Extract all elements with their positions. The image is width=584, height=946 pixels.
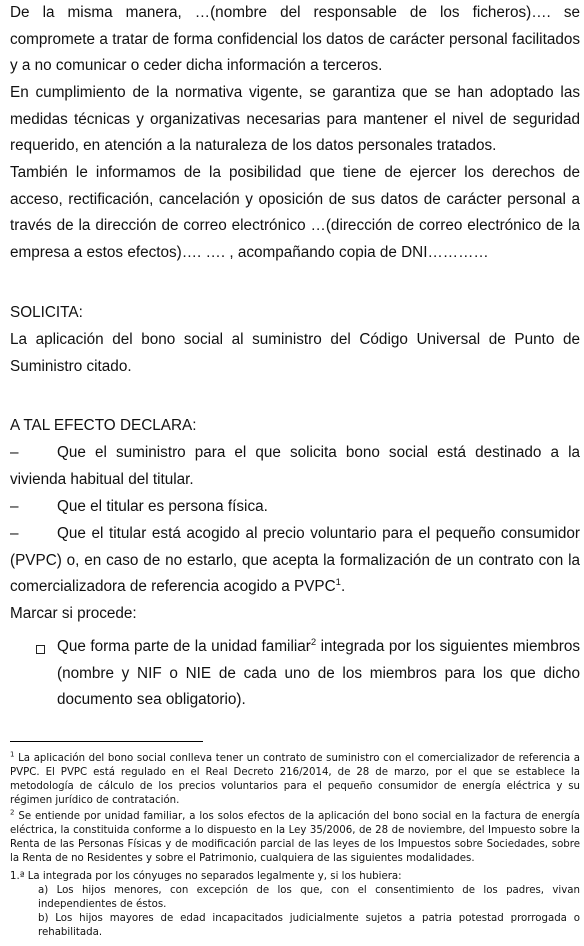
footnote-1-ref: 1 [10,750,15,759]
declaration-item-3-end: . [340,578,346,595]
declaration-item-2: Que el titular es persona física. [57,498,268,515]
paragraph-security: En cumplimiento de la normativa vigente, se garantiza que se han adoptado las medidas técnicas y organizativas necesarias para mantener el nivel de seguridad requerido, en atención a la naturaleza de los datos personales tratados. [10,84,580,154]
footnote-ref-1: 1 [335,576,341,588]
footnote-2-ref: 2 [10,808,15,817]
footnote-separator [10,741,203,742]
checkbox-text-a: Que forma parte de la unidad familiar [57,638,311,655]
declara-heading: A TAL EFECTO DECLARA: [10,417,197,434]
solicita-heading: SOLICITA: [10,304,83,321]
footnote-2-item-a: a) Los hijos menores, con excepción de los que, con el consentimiento de los padres, vivan independientes de éstos. [38,885,580,910]
declaration-dash: – [10,498,19,515]
checkbox-unidad-familiar[interactable] [36,645,45,654]
footnote-2-item-b: b) Los hijos mayores de edad incapacitados judicialmente sujetos a patria potestad prorrogada o rehabilitada. [38,913,580,938]
footnote-1-text: La aplicación del bono social conlleva tener un contrato de suministro con el comercializador de referencia a PVPC. El PVPC está regulado en el Real Decreto 216/2014, de 28 de marzo, por el que se establece la metodología de cálculo de los precios voluntarios para el pequeño consumidor de energía eléctrica y su régimen jurídico de contratación. [10,753,580,806]
marcar-label: Marcar si procede: [10,605,137,622]
footnote-2-item-1: 1.ª La integrada por los cónyuges no separados legalmente y, si los hubiera: [10,871,402,882]
declaration-item-3 [10,521,580,601]
declaration-dash: – [10,525,19,542]
footnote-2-text: Se entiende por unidad familiar, a los solos efectos de la aplicación del bono social en la factura de energía eléctrica, la constituida conforme a lo dispuesto en la Ley 35/2006, de 28 de noviembre, del Impuesto sobre la Renta de las Personas Físicas y de modificación parcial de las leyes de los Impuestos sobre Sociedades, sobre la Renta de no Residentes y sobre el Patrimonio, cualquiera de las siguientes modalidades. [10,811,580,864]
checkbox-text [57,634,580,714]
footnote-1 [10,752,580,808]
solicita-text: La aplicación del bono social al suministro del Código Universal de Punto de Suministro citado. [10,331,580,375]
footnote-2 [10,810,580,866]
checkbox-text-b: integrada por los siguientes miembros (nombre y NIF o NIE de cada uno de los miembros para los que dicho documento sea obligatorio). [57,638,580,708]
paragraph-confidentiality: De la misma manera, …(nombre del responsable de los ficheros)…. se compromete a tratar de forma confidencial los datos de carácter personal facilitados y a no comunicar o ceder dicha información a terceros. [10,4,580,74]
declaration-item-1: Que el suministro para el que solicita bono social está destinado a la vivienda habitual del titular. [10,444,580,488]
footnote-ref-2: 2 [310,636,317,648]
declaration-item-3-text: Que el titular está acogido al precio voluntario para el pequeño consumidor (PVPC) o, en caso de no estarlo, que acepta la formalización de un contrato con la comercializadora de referencia acogido a PVPC [10,525,580,595]
paragraph-rights: También le informamos de la posibilidad que tiene de ejercer los derechos de acceso, rectificación, cancelación y oposición de sus datos de carácter personal a través de la dirección de correo electrónico …(dirección de correo electrónico de la empresa a estos efectos)…. …. , acompañando copia de DNI………… [10,164,580,261]
declaration-dash: – [10,444,19,461]
